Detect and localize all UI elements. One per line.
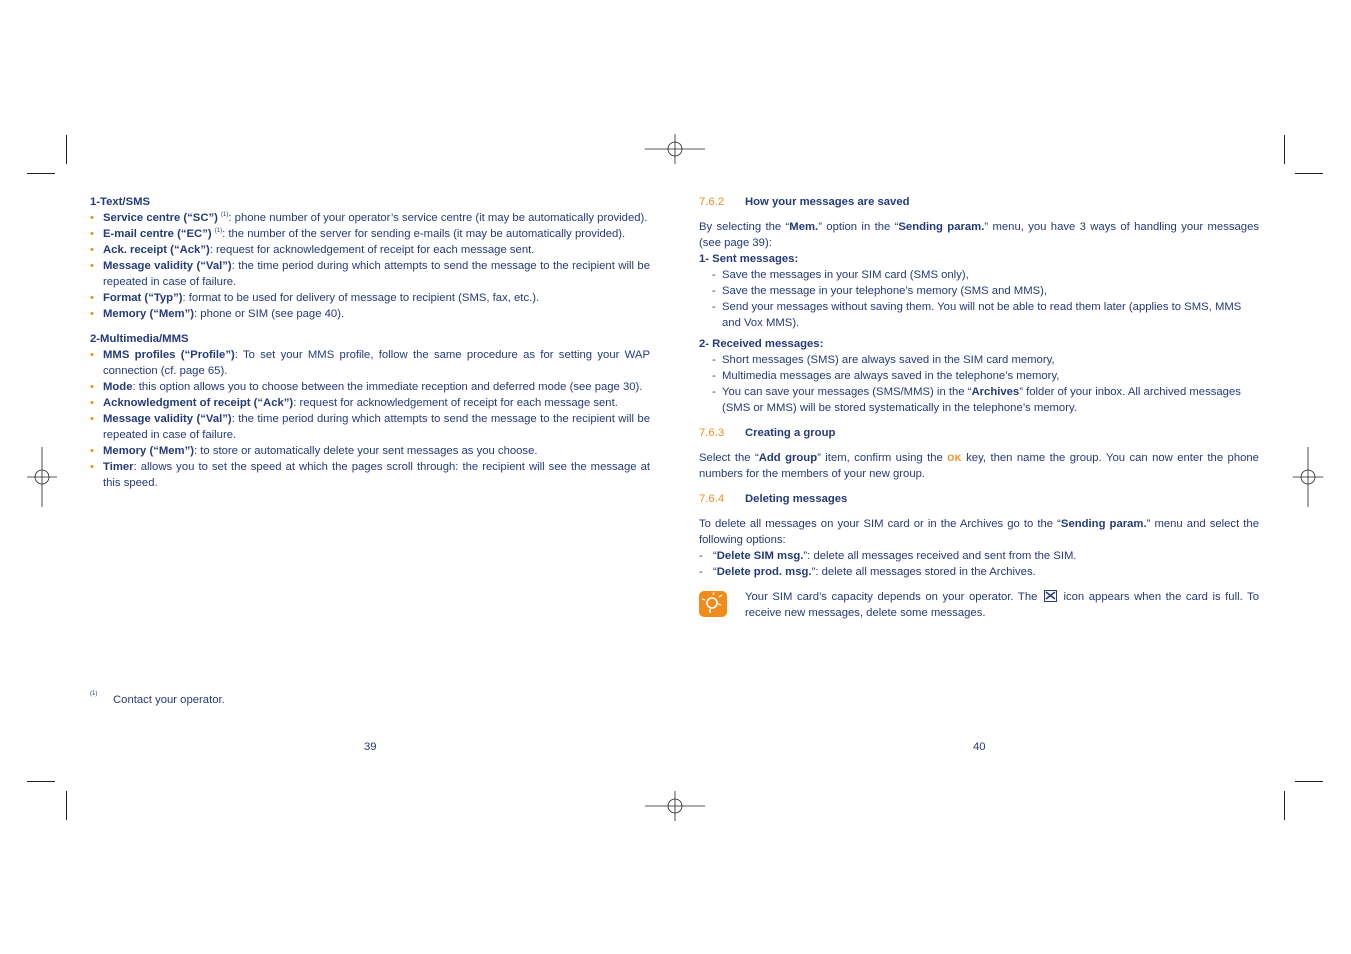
text-run: ”: delete all messages stored in the Archives.	[811, 566, 1036, 578]
option-desc: : phone or SIM (see page 40).	[194, 308, 345, 320]
registration-mark-right	[1293, 447, 1323, 507]
section-number: 7.6.2	[699, 196, 725, 208]
option-term: Ack. receipt (“Ack”)	[103, 244, 210, 256]
text-run: Select the “	[699, 452, 759, 464]
text-run: ”: delete all messages received and sent from the SIM.	[803, 550, 1077, 562]
section-heading-7-6-3	[699, 425, 1259, 441]
list-item: - “Delete SIM msg.”: delete all messages received and sent from the SIM.	[699, 550, 1077, 562]
list-item-text: Short messages (SMS) are always saved in the SIM card memory,	[722, 354, 1055, 366]
option-desc: : the number of the server for sending e-mails (it may be automatically provided).	[222, 228, 626, 240]
list-item	[90, 210, 650, 226]
option-term: Acknowledgment of receipt (“Ack”)	[103, 397, 294, 409]
section-title: How your messages are saved	[745, 196, 910, 208]
option-term: Message validity (“Val”)	[103, 260, 232, 272]
bullet-icon: •	[90, 260, 94, 272]
list-item: - Short messages (SMS) are always saved in the SIM card memory,	[712, 354, 1055, 366]
section-number: 7.6.4	[699, 493, 725, 505]
option-term: E-mail centre (“EC”)	[103, 228, 212, 240]
lightbulb-icon	[699, 591, 727, 617]
text-run: By selecting the “	[699, 221, 790, 233]
menu-term: Delete SIM msg.	[716, 550, 804, 562]
list-item: - Multimedia messages are always saved in the telephone’s memory,	[712, 370, 1060, 382]
menu-term: Add group	[758, 452, 818, 464]
text-sms-options-list	[90, 210, 650, 322]
list-item	[90, 411, 650, 443]
footnote-text: Contact your operator.	[113, 694, 225, 706]
footnote-mark: (1)	[90, 691, 98, 697]
text-run: ” menu and select the following options:	[699, 518, 1259, 546]
option-term: MMS profiles (“Profile”)	[103, 349, 235, 361]
delete-options-list	[699, 548, 1259, 580]
registration-mark-top	[645, 134, 705, 164]
list-item-text: Save the message in your telephone’s memory (SMS and MMS),	[722, 285, 1048, 297]
list-item	[90, 347, 650, 379]
text-run: icon appears when the card is full. To receive new messages, delete some messages.	[745, 591, 1259, 619]
sim-full-icon	[1044, 590, 1057, 602]
text-run: ” folder of your inbox. All archived messages (SMS or MMS) will be stored systematically in the telephone’s memory.	[722, 386, 1241, 414]
list-item	[90, 258, 650, 290]
list-item	[90, 242, 650, 258]
crop-mark	[1284, 791, 1285, 820]
paragraph-how-saved	[699, 219, 1259, 251]
bullet-icon: •	[90, 381, 94, 393]
list-item	[90, 395, 650, 411]
option-term: Memory (“Mem”)	[103, 445, 195, 457]
text-run: Your SIM card’s capacity depends on your operator. The	[745, 591, 1042, 603]
option-desc: : phone number of your operator’s service centre (it may be automatically provided).	[228, 212, 648, 224]
text-run: To delete all messages on your SIM card or in the Archives go to the “	[699, 518, 1061, 530]
section-heading-7-6-4	[699, 491, 1259, 507]
list-item: - Save the message in your telephone’s memory (SMS and MMS),	[712, 285, 1048, 297]
text-run: You can save your messages (SMS/MMS) in the “	[722, 386, 972, 398]
option-desc: : request for acknowledgement of receipt for each message sent.	[293, 397, 618, 409]
bullet-icon: •	[90, 413, 94, 425]
list-item: - Save the messages in your SIM card (SMS only),	[712, 269, 969, 281]
paragraph-deleting-messages	[699, 516, 1259, 548]
list-item	[90, 226, 650, 242]
crop-mark	[1295, 173, 1323, 174]
registration-mark-bottom	[645, 791, 705, 821]
mms-options-list	[90, 347, 650, 491]
section-title: Deleting messages	[745, 493, 848, 505]
option-term: Mode	[103, 381, 133, 393]
bullet-icon: •	[90, 212, 94, 224]
registration-mark-left	[27, 447, 57, 507]
list-item: - “Delete prod. msg.”: delete all messages stored in the Archives.	[699, 566, 1036, 578]
right-page-column	[699, 194, 1259, 621]
option-desc: : request for acknowledgement of receipt for each message sent.	[209, 244, 535, 256]
list-item-text: Multimedia messages are always saved in the telephone’s memory,	[722, 370, 1060, 382]
text-run: “	[713, 566, 717, 578]
bullet-icon: •	[90, 244, 94, 256]
option-desc: : to store or automatically delete your sent messages as you choose.	[194, 445, 538, 457]
option-desc: : this option allows you to choose between the immediate reception and deferred mode (see page 30).	[132, 381, 643, 393]
list-item	[90, 443, 650, 459]
menu-term: Mem.	[789, 221, 819, 233]
text-run: ” item, confirm using the	[817, 452, 948, 464]
option-term: Memory (“Mem”)	[103, 308, 195, 320]
option-desc: : allows you to set the speed at which the pages scroll through: the recipient will see the message at this speed.	[103, 461, 650, 489]
sent-messages-list	[699, 267, 1259, 331]
option-term: Message validity (“Val”)	[103, 413, 232, 425]
ok-key-icon: OK	[947, 453, 962, 463]
text-run: ” option in the “	[818, 221, 899, 233]
tip-note	[699, 589, 1259, 621]
section-title-multimedia-mms: 2-Multimedia/MMS	[90, 333, 189, 345]
footnote-ref: (1)	[221, 212, 229, 219]
list-item-text: Save the messages in your SIM card (SMS only),	[722, 269, 969, 281]
bullet-icon: •	[90, 445, 94, 457]
menu-term: Sending param.	[898, 221, 985, 233]
footnote-ref: (1)	[214, 228, 223, 235]
bullet-icon: •	[90, 461, 94, 473]
bullet-icon: •	[90, 349, 94, 361]
crop-mark	[66, 135, 67, 164]
bullet-icon: •	[90, 228, 94, 240]
tip-text	[745, 589, 1259, 621]
bullet-icon: •	[90, 292, 94, 304]
subheading-received-messages: 2- Received messages:	[699, 338, 824, 350]
list-item: - You can save your messages (SMS/MMS) in the “Archives” folder of your inbox. All archived messages (SMS or MMS) will be stored systematically in the telephone’s memory.	[712, 386, 1241, 414]
option-desc: : the time period during which attempts to send the message to the recipient will be repeated in case of failure.	[103, 260, 650, 288]
option-desc: : format to be used for delivery of message to recipient (SMS, fax, etc.).	[182, 292, 540, 304]
list-item-text: Send your messages without saving them. You will not be able to read them later (applies to SMS, MMS and Vox MMS).	[722, 301, 1242, 329]
crop-mark	[27, 173, 55, 174]
text-run: “	[713, 550, 717, 562]
text-run: ” menu, you have 3 ways of handling your messages (see page 39):	[699, 221, 1260, 249]
list-item	[90, 459, 650, 491]
option-desc: : To set your MMS profile, follow the same procedure as for setting your WAP connection (cf. page 65).	[103, 349, 650, 377]
option-term: Format (“Typ”)	[103, 292, 183, 304]
menu-term: Sending param.	[1060, 518, 1147, 530]
list-item	[90, 306, 650, 322]
list-item: - Send your messages without saving them. You will not be able to read them later (applies to SMS, MMS and Vox MMS).	[712, 301, 1242, 329]
left-page-column	[90, 194, 650, 500]
received-messages-list	[699, 352, 1259, 416]
list-item	[90, 290, 650, 306]
page-number-right: 40	[973, 741, 986, 753]
menu-term: Archives	[971, 386, 1020, 398]
section-number: 7.6.3	[699, 427, 725, 439]
crop-mark	[1284, 135, 1285, 164]
crop-mark	[66, 791, 67, 820]
section-title-text-sms: 1-Text/SMS	[90, 196, 151, 208]
footnote	[90, 691, 225, 706]
menu-term: Delete prod. msg.	[716, 566, 812, 578]
option-desc: : the time period during which attempts to send the message to the recipient will be repeated in case of failure.	[103, 413, 650, 441]
text-run: key, then name the group. You can now enter the phone numbers for the members of your new group.	[699, 452, 1259, 480]
section-title: Creating a group	[745, 427, 836, 439]
section-heading-7-6-2	[699, 194, 1259, 210]
list-item	[90, 379, 650, 395]
option-term: Service centre (“SC”)	[103, 212, 218, 224]
page-number-left: 39	[364, 741, 377, 753]
bullet-icon: •	[90, 308, 94, 320]
bullet-icon: •	[90, 397, 94, 409]
subheading-sent-messages: 1- Sent messages:	[699, 253, 799, 265]
crop-mark	[27, 781, 55, 782]
paragraph-creating-group	[699, 450, 1259, 482]
option-term: Timer	[103, 461, 134, 473]
crop-mark	[1295, 781, 1323, 782]
